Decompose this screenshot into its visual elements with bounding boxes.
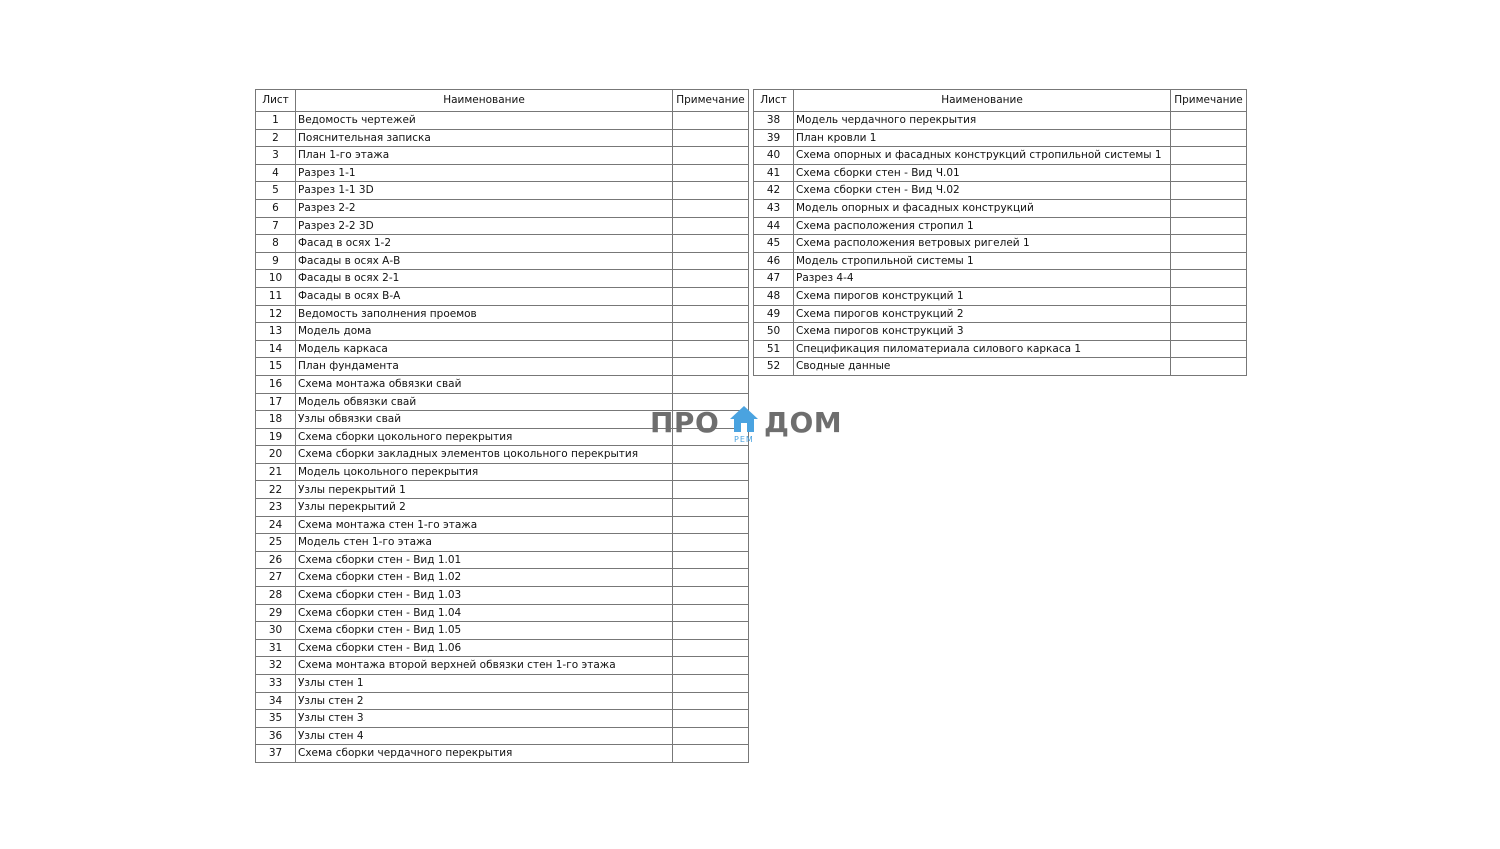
sheet-name-cell: Спецификация пиломатериала силового каркаса 1 <box>794 340 1171 358</box>
table-row <box>256 587 749 605</box>
note-cell <box>1171 112 1247 130</box>
sheet-number-cell: 21 <box>256 463 296 481</box>
table-row <box>256 164 749 182</box>
table-row <box>256 534 749 552</box>
table-row <box>256 287 749 305</box>
sheet-number-cell: 13 <box>256 323 296 341</box>
sheet-number-cell: 4 <box>256 164 296 182</box>
table-row <box>754 199 1247 217</box>
note-cell <box>673 147 749 165</box>
sheet-name-cell: Схема сборки стен - Вид 1.01 <box>296 551 673 569</box>
table-row <box>754 305 1247 323</box>
note-cell <box>673 675 749 693</box>
sheet-name-cell: Пояснительная записка <box>296 129 673 147</box>
sheet-number-cell: 15 <box>256 358 296 376</box>
drawing-list-table-right <box>753 89 1247 376</box>
sheet-name-cell: Схема монтажа стен 1-го этажа <box>296 516 673 534</box>
sheet-number-cell: 27 <box>256 569 296 587</box>
sheet-number-cell: 19 <box>256 428 296 446</box>
note-cell <box>1171 199 1247 217</box>
table-row <box>256 217 749 235</box>
sheet-number-cell: 44 <box>754 217 794 235</box>
sheet-number-cell: 7 <box>256 217 296 235</box>
note-cell <box>1171 235 1247 253</box>
table-row <box>256 710 749 728</box>
sheet-number-cell: 33 <box>256 675 296 693</box>
table-row <box>754 358 1247 376</box>
table-row <box>256 745 749 763</box>
sheet-name-cell: Фасады в осях 2-1 <box>296 270 673 288</box>
note-cell <box>673 604 749 622</box>
note-cell <box>673 164 749 182</box>
sheet-number-cell: 30 <box>256 622 296 640</box>
sheet-number-cell: 26 <box>256 551 296 569</box>
sheet-name-cell: Модель опорных и фасадных конструкций <box>794 199 1171 217</box>
sheet-number-cell: 16 <box>256 375 296 393</box>
sheet-number-cell: 10 <box>256 270 296 288</box>
note-cell <box>673 446 749 464</box>
sheet-name-cell: Схема сборки стен - Вид 1.02 <box>296 569 673 587</box>
table-row <box>754 323 1247 341</box>
table-row <box>256 129 749 147</box>
note-cell <box>673 710 749 728</box>
note-cell <box>673 534 749 552</box>
sheet-number-cell: 18 <box>256 411 296 429</box>
note-cell <box>1171 340 1247 358</box>
table-row <box>754 340 1247 358</box>
table-row <box>754 182 1247 200</box>
note-cell <box>673 112 749 130</box>
table-row <box>754 235 1247 253</box>
table-row <box>256 639 749 657</box>
sheet-name-cell: План фундамента <box>296 358 673 376</box>
sheet-number-cell: 11 <box>256 287 296 305</box>
sheet-number-cell: 38 <box>754 112 794 130</box>
table-row <box>256 604 749 622</box>
sheet-number-cell: 36 <box>256 727 296 745</box>
sheet-number-cell: 40 <box>754 147 794 165</box>
table-row <box>256 305 749 323</box>
table-row <box>256 252 749 270</box>
logo-sub-text: РЕМ <box>734 435 754 444</box>
sheet-number-cell: 52 <box>754 358 794 376</box>
sheet-name-cell: Ведомость заполнения проемов <box>296 305 673 323</box>
sheet-name-cell: Узлы перекрытий 2 <box>296 499 673 517</box>
sheet-number-cell: 6 <box>256 199 296 217</box>
sheet-name-cell: Модель стропильной системы 1 <box>794 252 1171 270</box>
sheet-name-cell: Узлы стен 2 <box>296 692 673 710</box>
sheet-number-cell: 46 <box>754 252 794 270</box>
note-cell <box>1171 147 1247 165</box>
sheet-number-cell: 51 <box>754 340 794 358</box>
sheet-name-cell: Схема сборки цокольного перекрытия <box>296 428 673 446</box>
note-cell <box>673 340 749 358</box>
table-row <box>256 112 749 130</box>
watermark-logo <box>650 404 850 444</box>
sheet-name-cell: Схема пирогов конструкций 2 <box>794 305 1171 323</box>
sheet-name-cell: Узлы перекрытий 1 <box>296 481 673 499</box>
header-sheet: Лист <box>256 90 296 112</box>
table-row <box>256 622 749 640</box>
sheet-name-cell: Фасад в осях 1-2 <box>296 235 673 253</box>
note-cell <box>1171 270 1247 288</box>
sheet-number-cell: 28 <box>256 587 296 605</box>
note-cell <box>673 235 749 253</box>
sheet-number-cell: 48 <box>754 287 794 305</box>
sheet-name-cell: Модель каркаса <box>296 340 673 358</box>
table-row <box>256 199 749 217</box>
sheet-name-cell: Разрез 1-1 3D <box>296 182 673 200</box>
note-cell <box>1171 358 1247 376</box>
sheet-number-cell: 35 <box>256 710 296 728</box>
sheet-number-cell: 2 <box>256 129 296 147</box>
sheet-name-cell: Разрез 4-4 <box>794 270 1171 288</box>
sheet-number-cell: 12 <box>256 305 296 323</box>
note-cell <box>673 639 749 657</box>
table-row <box>256 569 749 587</box>
note-cell <box>673 692 749 710</box>
table-row <box>256 323 749 341</box>
sheet-number-cell: 14 <box>256 340 296 358</box>
note-cell <box>673 657 749 675</box>
table-row <box>256 692 749 710</box>
table-row <box>256 727 749 745</box>
note-cell <box>1171 164 1247 182</box>
sheet-name-cell: План кровли 1 <box>794 129 1171 147</box>
logo-word-right: ДОМ <box>764 406 843 439</box>
sheet-name-cell: Схема сборки закладных элементов цокольного перекрытия <box>296 446 673 464</box>
sheet-number-cell: 23 <box>256 499 296 517</box>
sheet-name-cell: Узлы стен 4 <box>296 727 673 745</box>
sheet-number-cell: 47 <box>754 270 794 288</box>
note-cell <box>673 182 749 200</box>
table-row <box>256 358 749 376</box>
table-header-row <box>754 90 1247 112</box>
sheet-name-cell: Фасады в осях В-А <box>296 287 673 305</box>
sheet-number-cell: 24 <box>256 516 296 534</box>
note-cell <box>1171 129 1247 147</box>
sheet-name-cell: Схема расположения ветровых ригелей 1 <box>794 235 1171 253</box>
note-cell <box>673 587 749 605</box>
sheet-number-cell: 42 <box>754 182 794 200</box>
note-cell <box>673 727 749 745</box>
note-cell <box>1171 305 1247 323</box>
sheet-number-cell: 50 <box>754 323 794 341</box>
sheet-name-cell: Модель обвязки свай <box>296 393 673 411</box>
table-row <box>256 657 749 675</box>
sheet-name-cell: Схема опорных и фасадных конструкций стропильной системы 1 <box>794 147 1171 165</box>
sheet-name-cell: Схема монтажа второй верхней обвязки стен 1-го этажа <box>296 657 673 675</box>
sheet-name-cell: Схема расположения стропил 1 <box>794 217 1171 235</box>
note-cell <box>673 375 749 393</box>
table-row <box>256 147 749 165</box>
sheet-name-cell: Ведомость чертежей <box>296 112 673 130</box>
sheet-name-cell: Модель чердачного перекрытия <box>794 112 1171 130</box>
note-cell <box>673 622 749 640</box>
sheet-name-cell: Схема сборки стен - Вид 1.05 <box>296 622 673 640</box>
sheet-number-cell: 37 <box>256 745 296 763</box>
sheet-name-cell: Узлы обвязки свай <box>296 411 673 429</box>
sheet-name-cell: Схема сборки стен - Вид Ч.01 <box>794 164 1171 182</box>
sheet-name-cell: Сводные данные <box>794 358 1171 376</box>
note-cell <box>673 499 749 517</box>
sheet-number-cell: 20 <box>256 446 296 464</box>
sheet-name-cell: Схема сборки стен - Вид 1.04 <box>296 604 673 622</box>
table-row <box>256 235 749 253</box>
table-header-row <box>256 90 749 112</box>
sheet-name-cell: Модель стен 1-го этажа <box>296 534 673 552</box>
note-cell <box>673 217 749 235</box>
header-name: Наименование <box>296 90 673 112</box>
sheet-name-cell: Разрез 1-1 <box>296 164 673 182</box>
sheet-name-cell: Схема пирогов конструкций 3 <box>794 323 1171 341</box>
sheet-number-cell: 31 <box>256 639 296 657</box>
table-row <box>256 516 749 534</box>
note-cell <box>673 129 749 147</box>
note-cell <box>673 287 749 305</box>
sheet-number-cell: 43 <box>754 199 794 217</box>
note-cell <box>1171 252 1247 270</box>
header-sheet: Лист <box>754 90 794 112</box>
note-cell <box>673 569 749 587</box>
note-cell <box>1171 323 1247 341</box>
note-cell <box>673 323 749 341</box>
sheet-name-cell: План 1-го этажа <box>296 147 673 165</box>
table-row <box>256 375 749 393</box>
table-row <box>256 340 749 358</box>
note-cell <box>673 745 749 763</box>
sheet-name-cell: Схема сборки стен - Вид 1.06 <box>296 639 673 657</box>
sheet-name-cell: Модель дома <box>296 323 673 341</box>
header-note: Примечание <box>1171 90 1247 112</box>
note-cell <box>673 463 749 481</box>
header-note: Примечание <box>673 90 749 112</box>
table-row <box>754 112 1247 130</box>
sheet-number-cell: 8 <box>256 235 296 253</box>
note-cell <box>673 305 749 323</box>
table-row <box>754 287 1247 305</box>
sheet-number-cell: 32 <box>256 657 296 675</box>
sheet-number-cell: 41 <box>754 164 794 182</box>
table-row <box>256 551 749 569</box>
note-cell <box>673 481 749 499</box>
note-cell <box>673 252 749 270</box>
table-row <box>256 446 749 464</box>
table-row <box>754 217 1247 235</box>
table-row <box>754 129 1247 147</box>
note-cell <box>1171 182 1247 200</box>
sheet-number-cell: 49 <box>754 305 794 323</box>
sheet-name-cell: Схема монтажа обвязки свай <box>296 375 673 393</box>
table-row <box>256 270 749 288</box>
table-row <box>256 499 749 517</box>
sheet-name-cell: Схема пирогов конструкций 1 <box>794 287 1171 305</box>
sheet-name-cell: Модель цокольного перекрытия <box>296 463 673 481</box>
sheet-name-cell: Узлы стен 3 <box>296 710 673 728</box>
sheet-number-cell: 22 <box>256 481 296 499</box>
note-cell <box>673 551 749 569</box>
note-cell <box>673 516 749 534</box>
sheet-number-cell: 3 <box>256 147 296 165</box>
sheet-number-cell: 45 <box>754 235 794 253</box>
logo-word-left: ПРО <box>650 406 720 439</box>
sheet-name-cell: Схема сборки стен - Вид Ч.02 <box>794 182 1171 200</box>
sheet-number-cell: 25 <box>256 534 296 552</box>
table-row <box>256 182 749 200</box>
sheet-number-cell: 39 <box>754 129 794 147</box>
note-cell <box>673 270 749 288</box>
table-row <box>754 164 1247 182</box>
sheet-name-cell: Фасады в осях А-В <box>296 252 673 270</box>
table-row <box>256 481 749 499</box>
note-cell <box>1171 287 1247 305</box>
note-cell <box>673 358 749 376</box>
sheet-number-cell: 34 <box>256 692 296 710</box>
sheet-number-cell: 1 <box>256 112 296 130</box>
sheet-name-cell: Схема сборки стен - Вид 1.03 <box>296 587 673 605</box>
note-cell <box>1171 217 1247 235</box>
house-icon <box>728 404 760 434</box>
note-cell <box>673 199 749 217</box>
sheet-name-cell: Схема сборки чердачного перекрытия <box>296 745 673 763</box>
sheet-number-cell: 9 <box>256 252 296 270</box>
sheet-name-cell: Разрез 2-2 <box>296 199 673 217</box>
sheet-number-cell: 29 <box>256 604 296 622</box>
table-row <box>256 463 749 481</box>
table-row <box>754 147 1247 165</box>
sheet-number-cell: 5 <box>256 182 296 200</box>
table-row <box>754 252 1247 270</box>
sheet-name-cell: Разрез 2-2 3D <box>296 217 673 235</box>
table-row <box>256 675 749 693</box>
header-name: Наименование <box>794 90 1171 112</box>
sheet-number-cell: 17 <box>256 393 296 411</box>
sheet-name-cell: Узлы стен 1 <box>296 675 673 693</box>
table-row <box>754 270 1247 288</box>
